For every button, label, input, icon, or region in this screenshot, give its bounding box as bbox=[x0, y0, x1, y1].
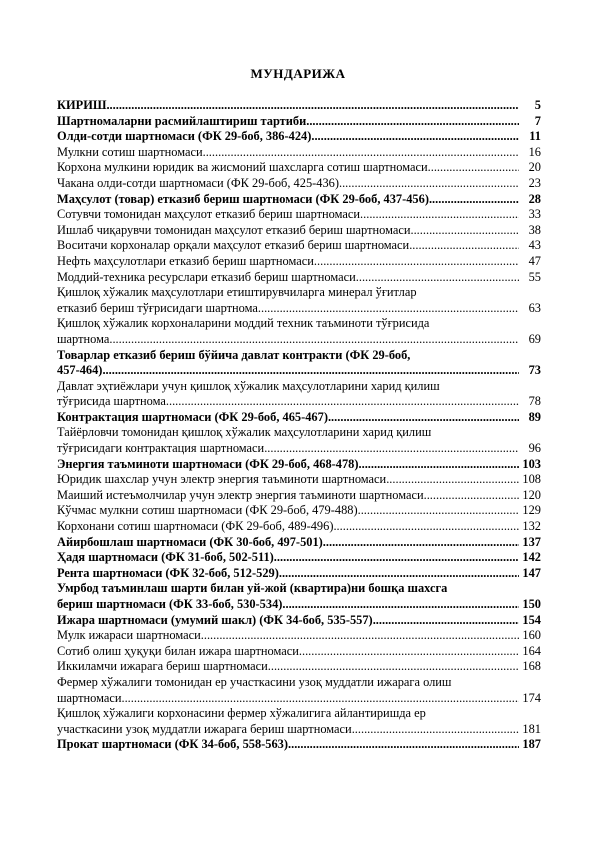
toc-entry bbox=[57, 207, 541, 223]
toc-entry bbox=[57, 535, 541, 551]
toc-entry-line bbox=[57, 644, 541, 660]
toc-entry bbox=[57, 223, 541, 239]
toc-entry-title: участкасини узоқ муддатли ижарага бериш шартномаси bbox=[57, 721, 352, 736]
toc-page-number: 160 bbox=[522, 628, 541, 643]
toc-page-number: 174 bbox=[522, 690, 541, 705]
toc-page-number: 129 bbox=[522, 503, 541, 518]
toc-dot-leader bbox=[360, 207, 519, 223]
toc-dot-leader bbox=[288, 737, 519, 753]
toc-dot-leader bbox=[410, 223, 519, 239]
toc-entry bbox=[57, 379, 541, 410]
toc-entry-line bbox=[57, 488, 541, 504]
toc-entry-title: КИРИШ bbox=[57, 98, 107, 112]
toc-entry-first-line: Давлат эҳтиёжлари учун қишлоқ хўжалик маҳсулотларини харид қилиш bbox=[57, 378, 440, 393]
toc-entry bbox=[57, 410, 541, 426]
toc-entry-title: Моддий-техника ресурслари етказиб бериш шартномаси bbox=[57, 269, 356, 284]
toc-dot-leader bbox=[339, 176, 519, 192]
toc-entry bbox=[57, 254, 541, 270]
toc-entry bbox=[57, 176, 541, 192]
toc-dot-leader bbox=[106, 98, 519, 114]
toc-page-number: 28 bbox=[528, 191, 541, 206]
toc-page-number: 103 bbox=[522, 456, 541, 471]
toc-entry bbox=[57, 706, 541, 737]
toc-entry-line bbox=[57, 332, 541, 348]
toc-entry-line bbox=[57, 207, 541, 223]
toc-entry bbox=[57, 457, 541, 473]
toc-page-number: 89 bbox=[528, 409, 541, 424]
toc-entry-title: Чакана олди-сотди шартномаси (ФК 29-боб, 425-436) bbox=[57, 175, 339, 190]
toc-dot-leader bbox=[264, 441, 519, 457]
toc-entry-first-line: Фермер хўжалиги томонидан ер участкасини узоқ муддатли ижарага олиш bbox=[57, 674, 452, 689]
toc-entry-title: Сотувчи томонидан маҳсулот етказиб бериш шартномаси bbox=[57, 207, 361, 222]
toc-page-number: 55 bbox=[528, 269, 541, 284]
toc-entry-line bbox=[57, 566, 541, 582]
toc-entry-line bbox=[57, 363, 541, 379]
toc-entry bbox=[57, 472, 541, 488]
toc-page-number: 63 bbox=[528, 300, 541, 315]
toc-dot-leader bbox=[282, 597, 519, 613]
toc-entry-line bbox=[57, 238, 541, 254]
toc-entry-title: тўғрисида шартнома bbox=[57, 394, 166, 409]
toc-entry bbox=[57, 129, 541, 145]
toc-dot-leader bbox=[311, 129, 519, 145]
toc-entry-title: тўғрисидаги контрактация шартномаси bbox=[57, 441, 265, 456]
toc-entry-line bbox=[57, 628, 541, 644]
toc-page-number: 108 bbox=[522, 472, 541, 487]
toc-dot-leader bbox=[323, 535, 519, 551]
toc-dot-leader bbox=[258, 301, 519, 317]
toc-entry-line bbox=[57, 613, 541, 629]
toc-entry-title: Иккиламчи ижарага бериш шартномаси bbox=[57, 659, 268, 674]
toc-page-number: 43 bbox=[528, 238, 541, 253]
toc-dot-leader bbox=[333, 519, 519, 535]
toc-entry-line bbox=[57, 223, 541, 239]
toc-page-number: 164 bbox=[522, 643, 541, 658]
toc-entry-line bbox=[57, 737, 541, 753]
toc-page-number: 78 bbox=[528, 394, 541, 409]
toc-entry-line bbox=[57, 160, 541, 176]
toc-dot-leader bbox=[424, 488, 519, 504]
toc-page-number: 23 bbox=[528, 175, 541, 190]
toc-dot-leader bbox=[356, 270, 519, 286]
toc-entry-line bbox=[57, 254, 541, 270]
toc-entry-title: Мулк ижараси шартномаси bbox=[57, 628, 201, 643]
toc-page-number: 20 bbox=[528, 160, 541, 175]
toc-dot-leader bbox=[109, 332, 519, 348]
toc-entry-title: Нефть маҳсулотлари етказиб бериш шартномаси bbox=[57, 253, 314, 268]
toc-dot-leader bbox=[352, 722, 519, 738]
toc-entry bbox=[57, 613, 541, 629]
toc-entry-title: Рента шартномаси (ФК 32-боб, 512-529) bbox=[57, 565, 279, 580]
toc-entry-line bbox=[57, 192, 541, 208]
toc-page-number: 154 bbox=[522, 612, 541, 627]
toc-page-number: 47 bbox=[528, 253, 541, 268]
toc-entry bbox=[57, 566, 541, 582]
toc-page-number: 181 bbox=[522, 721, 541, 736]
toc-dot-leader bbox=[279, 566, 519, 582]
toc-entry-line bbox=[57, 691, 541, 707]
toc-dot-leader bbox=[306, 114, 519, 130]
toc-entry-line bbox=[57, 550, 541, 566]
toc-page-number: 16 bbox=[528, 144, 541, 159]
toc-entry-title: етказиб бериш тўғрисидаги шартнома bbox=[57, 300, 258, 315]
toc-page-number: 5 bbox=[534, 98, 541, 112]
toc-entry-first-line: Қишлоқ хўжалиги корхонасини фермер хўжалигига айлантиришда ер bbox=[57, 706, 426, 721]
toc-entry-first-line: Товарлар етказиб бериш бўйича давлат контракти (ФК 29-боб, bbox=[57, 347, 411, 362]
toc-entry bbox=[57, 519, 541, 535]
toc-page-number: 137 bbox=[522, 534, 541, 549]
toc-entry bbox=[57, 425, 541, 456]
toc-entry-line bbox=[57, 457, 541, 473]
toc-entry bbox=[57, 114, 541, 130]
toc-entry-title: Контрактация шартномаси (ФК 29-боб, 465-467) bbox=[57, 409, 328, 424]
toc-page-number: 147 bbox=[522, 565, 541, 580]
toc-entry bbox=[57, 160, 541, 176]
toc-entry bbox=[57, 98, 541, 114]
toc-dot-leader bbox=[201, 628, 519, 644]
toc-entry bbox=[57, 348, 541, 379]
toc-page-number: 96 bbox=[528, 441, 541, 456]
toc-dot-leader bbox=[268, 659, 519, 675]
table-of-contents bbox=[57, 98, 541, 753]
toc-entry-title: Воситачи корхоналар орқали маҳсулот етказиб бериш шартномаси bbox=[57, 238, 410, 253]
toc-entry-line bbox=[57, 659, 541, 675]
toc-entry-title: 457-464) bbox=[57, 363, 103, 378]
toc-page-number: 132 bbox=[522, 519, 541, 534]
toc-entry bbox=[57, 581, 541, 612]
toc-entry-title: Сотиб олиш ҳуқуқи билан ижара шартномаси bbox=[57, 643, 299, 658]
toc-page-number: 38 bbox=[528, 222, 541, 237]
toc-entry bbox=[57, 737, 541, 753]
toc-entry-line bbox=[57, 535, 541, 551]
toc-entry-title: Прокат шартномаси (ФК 34-боб, 558-563) bbox=[57, 737, 288, 752]
toc-entry-line bbox=[57, 472, 541, 488]
toc-entry-title: Айирбошлаш шартномаси (ФК 30-боб, 497-501) bbox=[57, 534, 323, 549]
toc-entry-title: Кўчмас мулкни сотиш шартномаси (ФК 29-боб, 479-488) bbox=[57, 503, 358, 518]
toc-entry-line bbox=[57, 176, 541, 192]
toc-entry-title: Ижара шартномаси (умумий шакл) (ФК 34-боб, 535-557) bbox=[57, 612, 373, 627]
toc-page-number: 150 bbox=[522, 597, 541, 611]
toc-entry-first-line: Қишлоқ хўжалик корхоналарини моддий техник таъминоти тўғрисида bbox=[57, 316, 430, 331]
toc-dot-leader bbox=[166, 394, 519, 410]
toc-entry bbox=[57, 145, 541, 161]
toc-page-number: 187 bbox=[522, 737, 541, 752]
toc-entry bbox=[57, 644, 541, 660]
toc-entry-title: Корхонани сотиш шартномаси (ФК 29-боб, 489-496) bbox=[57, 519, 334, 534]
toc-entry-title: Ишлаб чиқарувчи томонидан маҳсулот етказиб бериш шартномаси bbox=[57, 222, 411, 237]
toc-entry-line bbox=[57, 129, 541, 145]
toc-dot-leader bbox=[409, 238, 519, 254]
toc-dot-leader bbox=[386, 472, 519, 488]
toc-entry-line bbox=[57, 519, 541, 535]
toc-dot-leader bbox=[203, 145, 519, 161]
toc-page-number: 73 bbox=[528, 363, 541, 378]
toc-entry bbox=[57, 659, 541, 675]
toc-entry bbox=[57, 675, 541, 706]
toc-entry-line bbox=[57, 394, 541, 410]
toc-entry-first-line: Тайёрловчи томонидан қишлоқ хўжалик маҳсулотларини харид қилиш bbox=[57, 425, 432, 440]
toc-entry-line bbox=[57, 98, 541, 114]
toc-entry bbox=[57, 316, 541, 347]
toc-dot-leader bbox=[102, 363, 519, 379]
toc-entry-line bbox=[57, 503, 541, 519]
toc-entry-title: Энергия таъминоти шартномаси (ФК 29-боб, 468-478) bbox=[57, 456, 359, 471]
toc-entry-title: Маҳсулот (товар) етказиб бериш шартномаси (ФК 29-боб, 437-456) bbox=[57, 191, 429, 206]
toc-dot-leader bbox=[299, 644, 519, 660]
toc-page-number: 168 bbox=[522, 659, 541, 674]
toc-entry-title: Мулкни сотиш шартномаси bbox=[57, 144, 203, 159]
toc-entry bbox=[57, 285, 541, 316]
toc-page-number: 7 bbox=[534, 113, 541, 128]
toc-entry bbox=[57, 270, 541, 286]
toc-dot-leader bbox=[121, 691, 519, 707]
toc-entry-title: Маиший истеъмолчилар учун электр энергия таъминоти шартномаси bbox=[57, 487, 424, 502]
toc-dot-leader bbox=[429, 192, 519, 208]
toc-dot-leader bbox=[358, 503, 519, 519]
toc-page-number: 11 bbox=[529, 129, 541, 144]
toc-entry bbox=[57, 238, 541, 254]
toc-dot-leader bbox=[274, 550, 519, 566]
toc-entry-line bbox=[57, 270, 541, 286]
toc-entry bbox=[57, 628, 541, 644]
toc-entry-title: Шартномаларни расмийлаштириш тартиби bbox=[57, 113, 307, 128]
toc-entry bbox=[57, 550, 541, 566]
toc-entry-title: Олди-сотди шартномаси (ФК 29-боб, 386-424) bbox=[57, 129, 312, 144]
toc-entry-line bbox=[57, 301, 541, 317]
toc-entry-title: Корхона мулкини юридик ва жисмоний шахсларга сотиш шартномаси bbox=[57, 160, 428, 175]
toc-page-number: 33 bbox=[528, 207, 541, 222]
toc-dot-leader bbox=[428, 160, 519, 176]
toc-dot-leader bbox=[359, 457, 520, 473]
toc-entry-line bbox=[57, 145, 541, 161]
toc-entry bbox=[57, 488, 541, 504]
toc-dot-leader bbox=[373, 613, 519, 629]
toc-page-number: 69 bbox=[528, 331, 541, 346]
toc-entry-first-line: Умрбод таъминлаш шарти билан уй-жой (квартира)ни бошқа шахсга bbox=[57, 581, 448, 596]
toc-entry-line bbox=[57, 597, 541, 613]
page-title: МУНДАРИЖА bbox=[250, 66, 346, 81]
toc-entry-line bbox=[57, 441, 541, 457]
toc-entry bbox=[57, 192, 541, 208]
toc-entry-title: шартномаси bbox=[57, 690, 122, 705]
toc-entry-first-line: Қишлоқ хўжалик маҳсулотлари етиштирувчиларга минерал ўғитлар bbox=[57, 285, 417, 300]
toc-dot-leader bbox=[314, 254, 519, 270]
toc-entry-title: бериш шартномаси (ФК 33-боб, 530-534) bbox=[57, 597, 283, 611]
toc-entry-line bbox=[57, 410, 541, 426]
toc-page-number: 120 bbox=[522, 487, 541, 502]
toc-dot-leader bbox=[328, 410, 519, 426]
toc-entry-line bbox=[57, 722, 541, 738]
toc-page-number: 142 bbox=[522, 550, 541, 565]
toc-entry-title: шартнома bbox=[57, 331, 110, 346]
toc-entry-title: Ҳадя шартномаси (ФК 31-боб, 502-511) bbox=[57, 550, 274, 565]
toc-entry-line bbox=[57, 114, 541, 130]
toc-entry bbox=[57, 503, 541, 519]
toc-entry-title: Юридик шахслар учун электр энергия таъминоти шартномаси bbox=[57, 472, 387, 487]
